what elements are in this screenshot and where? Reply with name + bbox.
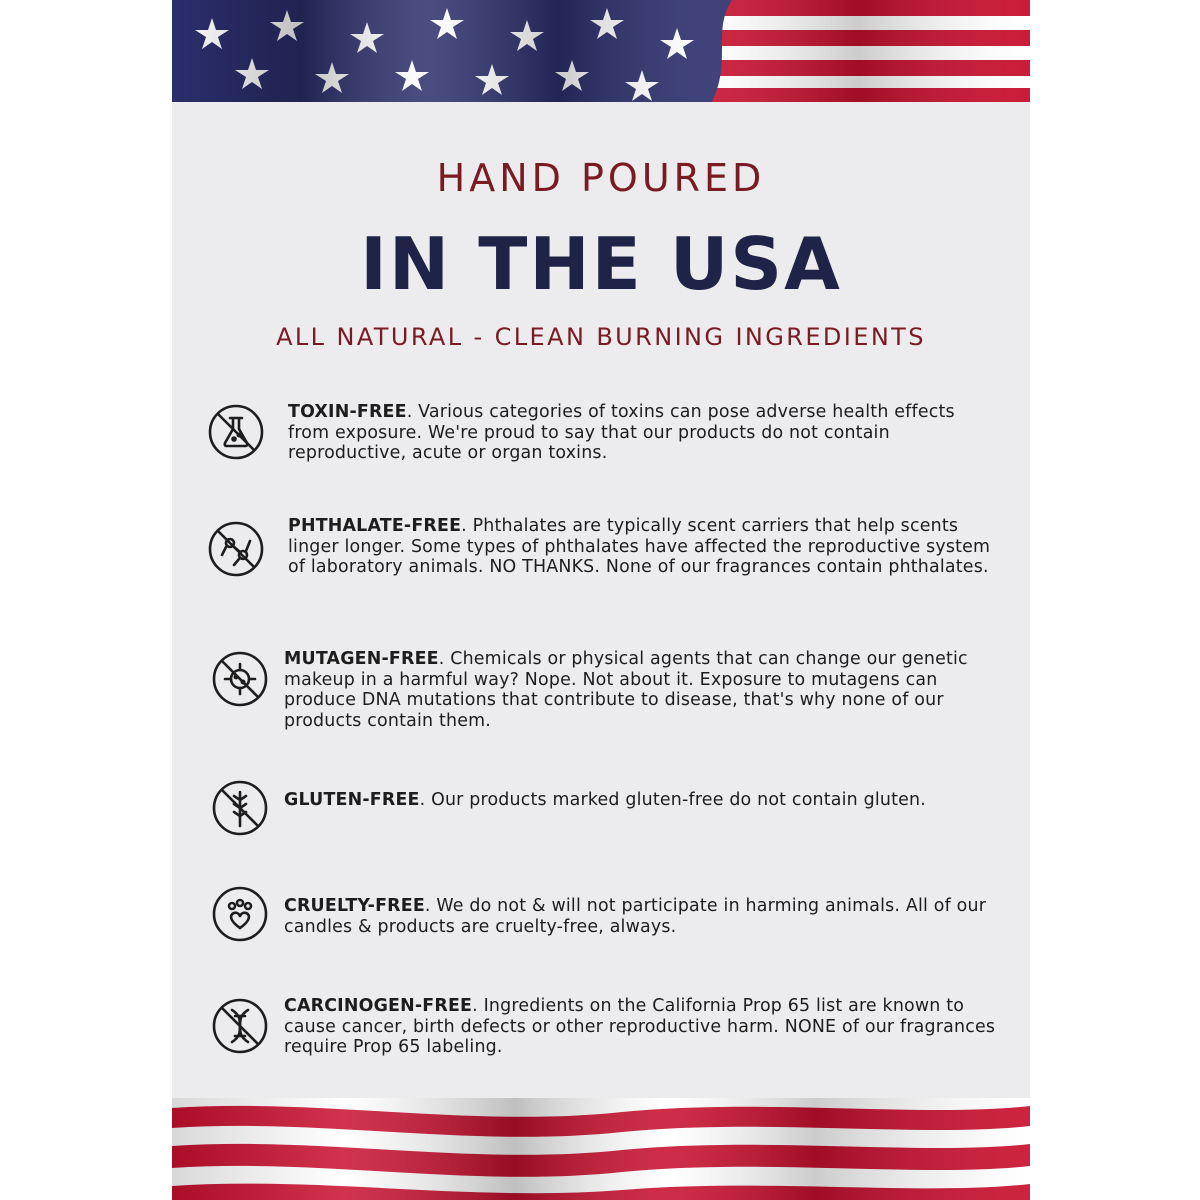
- feature-body: . We do not & will not participate in harming animals. All of our candles & products are cruelty-free, always.: [284, 896, 987, 937]
- feature-body: . Various categories of toxins can pose adverse health effects from exposure. We're proud to say that our products do not contain reproductive, acute or organ toxins.: [288, 402, 955, 463]
- feature-title: PHTHALATE-FREE: [288, 516, 462, 536]
- feature-title: CARCINOGEN-FREE: [284, 996, 473, 1016]
- feature-title: CRUELTY-FREE: [284, 896, 425, 916]
- paw-heart-icon: [210, 884, 270, 944]
- american-flag-top: [172, 0, 1030, 102]
- heading-in-the-usa: IN THE USA: [360, 222, 842, 306]
- tagline: ALL NATURAL - CLEAN BURNING INGREDIENTS: [276, 323, 926, 351]
- heading-hand-poured: HAND POURED: [436, 156, 766, 200]
- feature-body: . Our products marked gluten-free do not contain gluten.: [419, 790, 926, 810]
- info-card: [172, 0, 1030, 1200]
- feature-title: MUTAGEN-FREE: [284, 649, 439, 669]
- virus-prohibited-icon: [210, 649, 270, 709]
- flask-prohibited-icon: [206, 402, 266, 462]
- feature-body: . Ingredients on the California Prop 65 list are known to cause cancer, birth defects or other reproductive harm. NONE of our fragrances require Prop 65 labeling.: [284, 996, 996, 1057]
- american-flag-bottom: [172, 1098, 1030, 1200]
- molecule-prohibited-icon: [206, 519, 266, 579]
- feature-title: GLUTEN-FREE: [284, 790, 420, 810]
- feature-body: . Phthalates are typically scent carriers that help scents linger longer. Some types of phthalates have affected the reproductive system of laboratory animals. NO THANKS. None of our fragrances contain phthalates.: [288, 516, 991, 577]
- feature-title: TOXIN-FREE: [288, 402, 407, 422]
- wheat-prohibited-icon: [210, 778, 270, 838]
- feature-body: . Chemicals or physical agents that can change our genetic makeup in a harmful way? Nope. Not about it. Exposure to mutagens can produce DNA mutations that contribute to disease, that's why none of our products contain them.: [284, 649, 968, 731]
- dna-prohibited-icon: [210, 996, 270, 1056]
